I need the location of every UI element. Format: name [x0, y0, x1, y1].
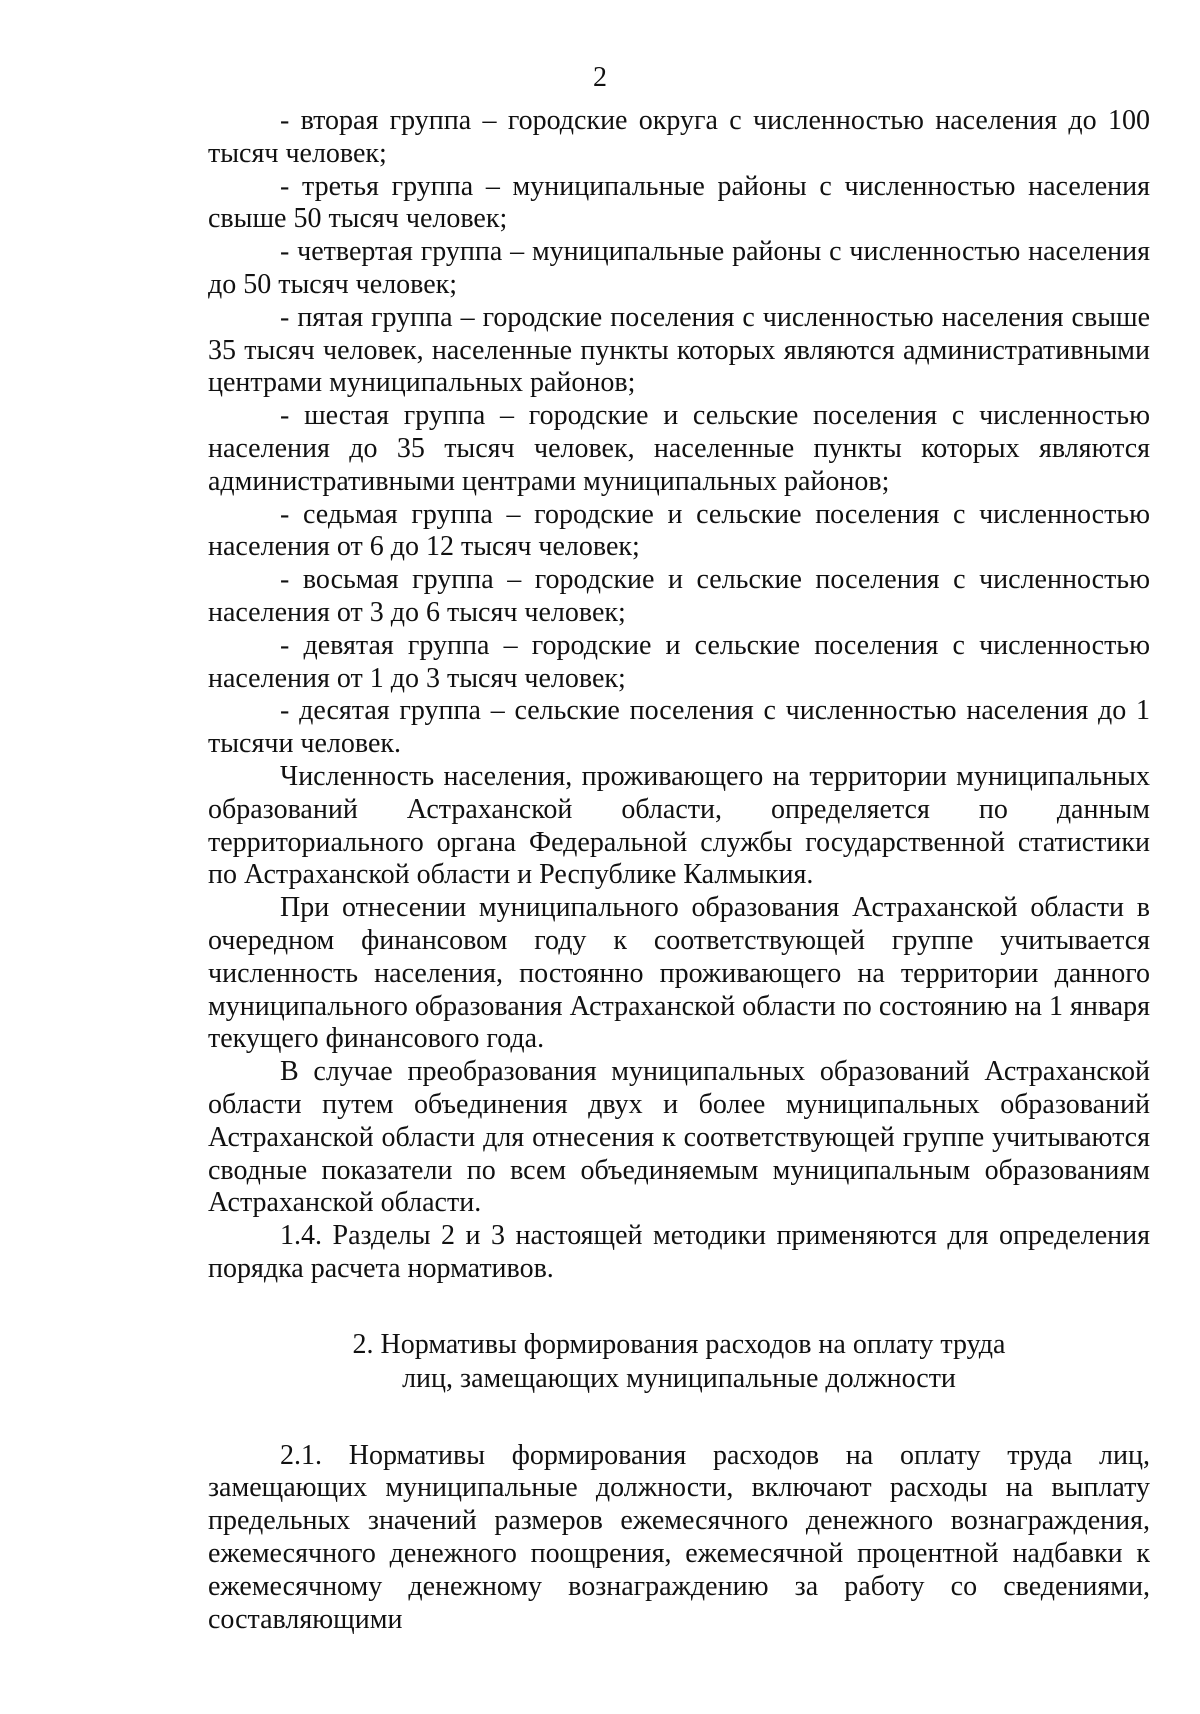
group-2-item: - вторая группа – городские округа с численностью населения до 100 тысяч человек; — [208, 105, 1150, 169]
group-6-item: - шестая группа – городские и сельские поселения с численностью населения до 35 тысяч человек, населенные пункты которых являются административными центрами муниципальных районов; — [208, 400, 1150, 497]
document-body — [208, 105, 1150, 1636]
group-3-item: - третья группа – муниципальные районы с численностью населения свыше 50 тысяч человек; — [208, 170, 1150, 235]
section-heading-line-2: лиц, замещающих муниципальные должности — [402, 1362, 956, 1394]
group-5-item: - пятая группа – городские поселения с численностью населения свыше 35 тысяч человек, населенные пункты которых являются административными центрами муниципальных районов; — [208, 301, 1150, 399]
clause-2-1-paragraph: 2.1. Нормативы формирования расходов на оплату труда лиц, замещающих муниципальные должности, включают расходы на выплату предельных значений размеров ежемесячного денежного вознаграждения, ежемесячного денежного поощрения, ежемесячной процентной надбавки к ежемесячному денежному вознаграждению за работу со сведениями, составляющими — [208, 1439, 1150, 1635]
section-heading — [208, 1328, 1150, 1396]
group-assignment-paragraph: При отнесении муниципального образования Астраханской области в очередном финансовом году к соответствующей группе учитывается численность населения, постоянно проживающего на территории данного муниципального образования Астраханской области по состоянию на 1 января текущего финансового года. — [208, 892, 1150, 1055]
group-7-item: - седьмая группа – городские и сельские поселения с численностью населения от 6 до 12 тысяч человек; — [208, 498, 1150, 563]
group-9-item: - девятая группа – городские и сельские поселения с численностью населения от 1 до 3 тысяч человек; — [208, 629, 1150, 694]
section-heading-line-1: 2. Нормативы формирования расходов на оплату труда — [352, 1328, 1006, 1360]
merger-paragraph: В случае преобразования муниципальных образований Астраханской области путем объединения двух и более муниципальных образований Астраханской области для отнесения к соответствующей группе учитываются сводные показатели по всем объединяемым муниципальным образованиям Астраханской области. — [208, 1056, 1150, 1219]
population-source-paragraph: Численность населения, проживающего на территории муниципальных образований Астраханской области, определяется по данным территориального органа Федеральной службы государственной статистики по Астраханской области и Республике Калмыкия. — [208, 760, 1150, 891]
group-8-item: - восьмая группа – городские и сельские поселения с численностью населения от 3 до 6 тысяч человек; — [208, 564, 1150, 628]
clause-1-4-paragraph: 1.4. Разделы 2 и 3 настоящей методики применяются для определения порядка расчета нормативов. — [208, 1220, 1150, 1284]
group-10-item: - десятая группа – сельские поселения с численностью населения до 1 тысячи человек. — [208, 695, 1150, 760]
group-4-item: - четвертая группа – муниципальные районы с численностью населения до 50 тысяч человек; — [208, 236, 1150, 300]
page-number: 2 — [593, 62, 607, 93]
